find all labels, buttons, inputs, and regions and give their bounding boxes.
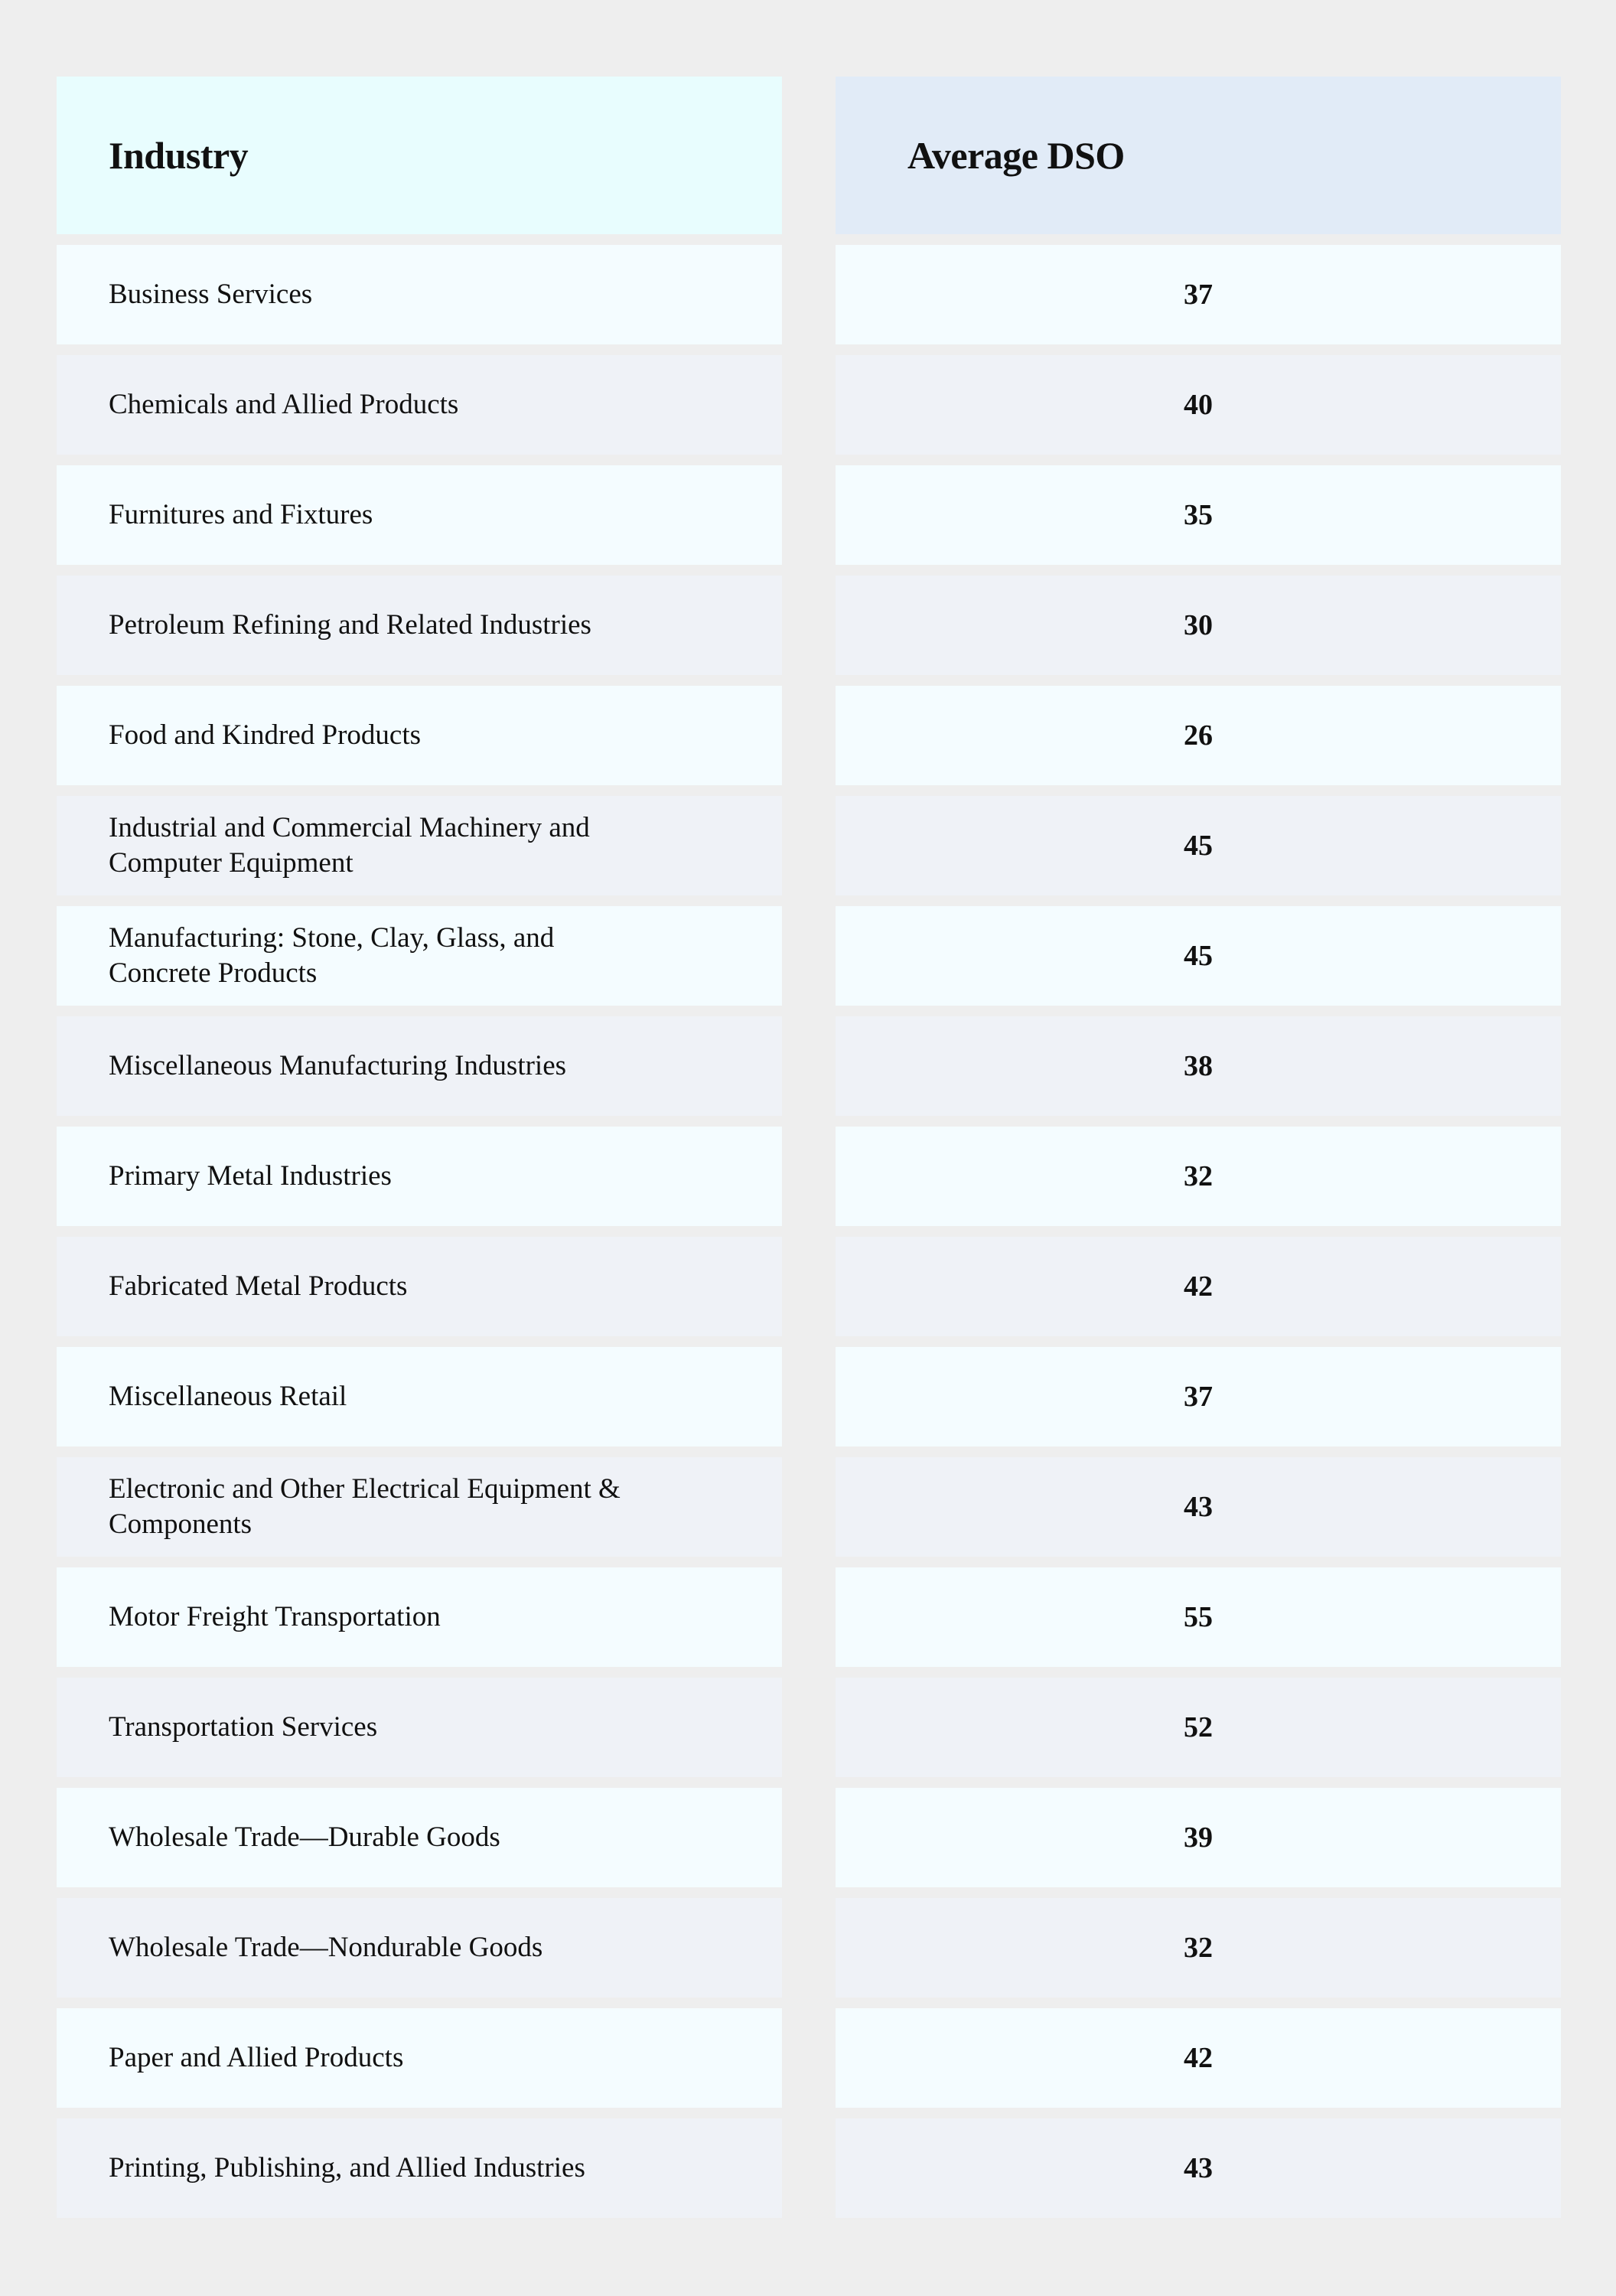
average-dso-cell: 42 [836,2008,1561,2108]
average-dso-cell: 40 [836,355,1561,455]
industry-cell: Furnitures and Fixtures [57,465,782,565]
average-dso-cell: 42 [836,1237,1561,1336]
industry-cell: Petroleum Refining and Related Industries [57,576,782,675]
average-dso-cell: 45 [836,906,1561,1006]
industry-cell: Paper and Allied Products [57,2008,782,2108]
industry-cell: Fabricated Metal Products [57,1237,782,1336]
average-dso-cell: 55 [836,1567,1561,1667]
average-dso-cell: 32 [836,1898,1561,1998]
industry-cell: Business Services [57,245,782,344]
average-dso-cell: 30 [836,576,1561,675]
average-dso-cell: 38 [836,1016,1561,1116]
average-dso-cell: 45 [836,796,1561,895]
industry-cell: Wholesale Trade—Durable Goods [57,1788,782,1887]
average-dso-cell: 26 [836,686,1561,785]
industry-cell: Chemicals and Allied Products [57,355,782,455]
average-dso-cell: 35 [836,465,1561,565]
industry-cell: Printing, Publishing, and Allied Industries [57,2118,782,2218]
average-dso-cell: 43 [836,2118,1561,2218]
industry-cell: Transportation Services [57,1678,782,1777]
average-dso-cell: 37 [836,245,1561,344]
industry-cell: Food and Kindred Products [57,686,782,785]
average-dso-column-header: Average DSO [836,77,1561,234]
industry-cell: Industrial and Commercial Machinery and Computer Equipment [57,796,782,895]
industry-cell: Miscellaneous Retail [57,1347,782,1446]
average-dso-cell: 32 [836,1127,1561,1226]
dso-table [57,77,1561,2218]
industry-cell: Wholesale Trade—Nondurable Goods [57,1898,782,1998]
average-dso-cell: 37 [836,1347,1561,1446]
average-dso-cell: 52 [836,1678,1561,1777]
industry-column-header: Industry [57,77,782,234]
industry-cell: Primary Metal Industries [57,1127,782,1226]
average-dso-cell: 43 [836,1457,1561,1557]
industry-cell: Miscellaneous Manufacturing Industries [57,1016,782,1116]
industry-cell: Manufacturing: Stone, Clay, Glass, and Concrete Products [57,906,782,1006]
industry-cell: Motor Freight Transportation [57,1567,782,1667]
average-dso-cell: 39 [836,1788,1561,1887]
industry-cell: Electronic and Other Electrical Equipment & Components [57,1457,782,1557]
